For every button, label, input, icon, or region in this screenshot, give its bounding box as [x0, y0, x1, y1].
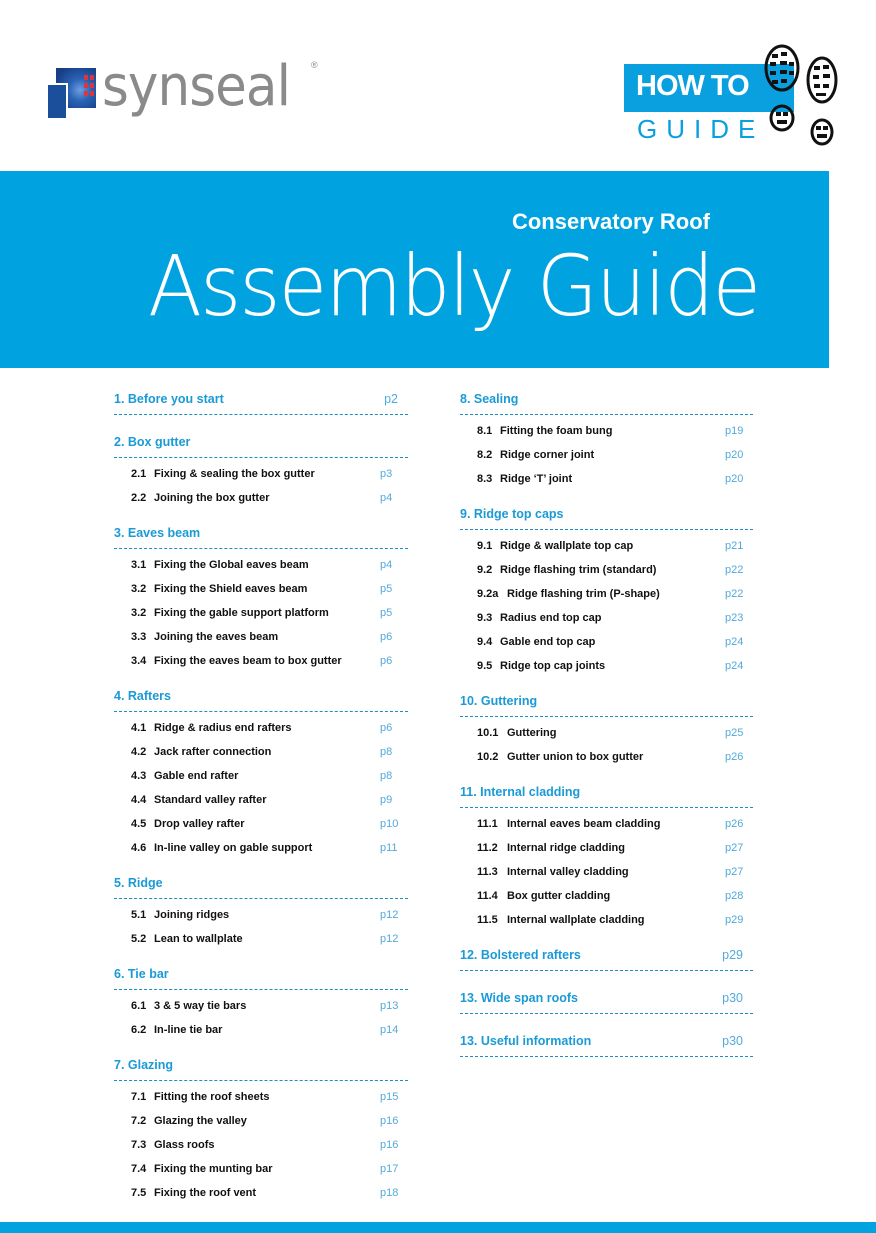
toc-item-number: 4.1	[131, 722, 147, 734]
toc-item-number: 8.1	[477, 425, 493, 437]
toc-item-page: p6	[380, 655, 393, 667]
toc-item[interactable]	[460, 884, 753, 908]
toc-section-page: p2	[384, 392, 398, 406]
toc-item-page: p26	[725, 751, 744, 763]
toc-section-page: p30	[722, 1034, 743, 1048]
registered-mark: ®	[311, 60, 318, 70]
toc-section	[460, 983, 753, 1014]
toc-item-label: Ridge flashing trim (P-shape)	[507, 588, 660, 600]
toc-item-label: Radius end top cap	[500, 612, 602, 624]
toc-item-number: 6.2	[131, 1024, 147, 1036]
toc-item[interactable]	[114, 625, 408, 649]
toc-item[interactable]	[114, 994, 408, 1018]
toc-item-number: 9.2a	[477, 588, 499, 600]
toc-item-page: p12	[380, 909, 399, 921]
toc-item[interactable]	[114, 553, 408, 577]
toc-section	[114, 868, 408, 959]
toc-item[interactable]	[460, 860, 753, 884]
toc-item-page: p15	[380, 1091, 399, 1103]
toc-item-label: Internal valley cladding	[507, 866, 629, 878]
toc-section-title: 4. Rafters	[114, 689, 171, 703]
toc-item-number: 9.3	[477, 612, 493, 624]
toc-item-page: p8	[380, 770, 393, 782]
toc-item-page: p12	[380, 933, 399, 945]
toc-item-label: Internal ridge cladding	[507, 842, 625, 854]
toc-section	[114, 681, 408, 868]
toc-item[interactable]	[460, 630, 753, 654]
toc-item-label: Internal wallplate cladding	[507, 914, 645, 926]
toc-section-title: 2. Box gutter	[114, 435, 191, 449]
toc-section-heading[interactable]	[114, 518, 408, 549]
toc-item-list	[114, 458, 408, 518]
guide-label: GUIDE	[637, 114, 765, 144]
toc-item-number: 3.1	[131, 559, 147, 571]
toc-item-label: Ridge ‘T’ joint	[500, 473, 573, 485]
toc-item-list	[114, 549, 408, 681]
toc-item-number: 11.3	[477, 866, 498, 878]
toc-item-label: Fixing & sealing the box gutter	[154, 468, 315, 480]
toc-item-number: 11.2	[477, 842, 498, 854]
toc-item-number: 4.4	[131, 794, 147, 806]
toc-item-number: 3.2	[131, 583, 147, 595]
toc-section-heading[interactable]	[460, 777, 753, 808]
toc-item[interactable]	[460, 467, 753, 491]
toc-item[interactable]	[460, 721, 753, 745]
toc-item-page: p24	[725, 636, 744, 648]
toc-item[interactable]	[114, 1018, 408, 1042]
toc-section-title: 5. Ridge	[114, 876, 163, 890]
toc-item-page: p6	[380, 631, 393, 643]
toc-item-list	[460, 808, 753, 940]
toc-item[interactable]	[114, 577, 408, 601]
toc-section-page: p29	[722, 948, 743, 962]
toc-item-label: Fixing the gable support platform	[154, 607, 329, 619]
toc-item-page: p6	[380, 722, 393, 734]
toc-item-page: p4	[380, 492, 393, 504]
bootprints-icon	[762, 44, 842, 150]
toc-item-label: Drop valley rafter	[154, 818, 245, 830]
toc-item-label: Glazing the valley	[154, 1115, 247, 1127]
toc-item-page: p27	[725, 866, 744, 878]
toc-section-heading[interactable]	[460, 686, 753, 717]
toc-item-page: p28	[725, 890, 744, 902]
toc-section	[460, 1026, 753, 1057]
toc-item[interactable]	[114, 1181, 408, 1205]
toc-item[interactable]	[460, 654, 753, 678]
toc-item[interactable]	[114, 486, 408, 510]
toc-item-number: 3.4	[131, 655, 147, 667]
toc-item[interactable]	[114, 1157, 408, 1181]
toc-item-label: Internal eaves beam cladding	[507, 818, 661, 830]
toc-item-label: Fixing the Global eaves beam	[154, 559, 309, 571]
toc-item-number: 6.1	[131, 1000, 147, 1012]
toc-item[interactable]	[114, 836, 408, 860]
toc-item-list	[460, 415, 753, 499]
toc-item-number: 3.3	[131, 631, 147, 643]
toc-section	[114, 384, 408, 415]
toc-section-title: 12. Bolstered rafters	[460, 948, 581, 962]
toc-item-number: 8.2	[477, 449, 493, 461]
toc-section	[114, 518, 408, 681]
toc-item-label: 3 & 5 way tie bars	[154, 1000, 247, 1012]
toc-section	[460, 384, 753, 499]
toc-item-label: Fitting the foam bung	[500, 425, 613, 437]
toc-item[interactable]	[114, 1085, 408, 1109]
toc-item-number: 9.2	[477, 564, 493, 576]
toc-item-page: p18	[380, 1187, 399, 1199]
toc-item-list	[460, 530, 753, 686]
toc-item-label: Joining the box gutter	[154, 492, 270, 504]
toc-section-heading[interactable]	[114, 384, 408, 415]
toc-item-page: p25	[725, 727, 744, 739]
toc-item[interactable]	[460, 558, 753, 582]
toc-item-number: 9.4	[477, 636, 493, 648]
toc-item-page: p8	[380, 746, 393, 758]
toc-section-heading[interactable]	[460, 983, 753, 1014]
toc-item-page: p26	[725, 818, 744, 830]
toc-item[interactable]	[460, 812, 753, 836]
toc-item-number: 9.5	[477, 660, 493, 672]
toc-item[interactable]	[114, 1109, 408, 1133]
toc-item[interactable]	[114, 764, 408, 788]
how-to-label: HOW TO	[636, 70, 749, 102]
toc-item-list	[114, 990, 408, 1050]
toc-item[interactable]	[460, 908, 753, 932]
toc-item-number: 4.3	[131, 770, 147, 782]
toc-item-page: p29	[725, 914, 744, 926]
toc-item[interactable]	[114, 812, 408, 836]
toc-item-page: p24	[725, 660, 744, 672]
toc-item-label: Fitting the roof sheets	[154, 1091, 270, 1103]
toc-section-heading[interactable]	[114, 427, 408, 458]
toc-section	[114, 1050, 408, 1213]
toc-item[interactable]	[114, 740, 408, 764]
toc-item-page: p22	[725, 564, 744, 576]
toc-item-label: Fixing the roof vent	[154, 1187, 257, 1199]
toc-section	[460, 777, 753, 940]
toc-item-number: 7.5	[131, 1187, 147, 1199]
toc-item-label: Ridge & radius end rafters	[154, 722, 292, 734]
toc-item-list	[114, 712, 408, 868]
toc-item[interactable]	[460, 443, 753, 467]
toc-item-number: 4.2	[131, 746, 147, 758]
toc-item-page: p5	[380, 583, 393, 595]
toc-item-label: Ridge flashing trim (standard)	[500, 564, 657, 576]
toc-item-page: p20	[725, 473, 744, 485]
toc-item-number: 8.3	[477, 473, 493, 485]
toc-section-title: 10. Guttering	[460, 694, 538, 708]
toc-item-number: 7.1	[131, 1091, 147, 1103]
toc-item-page: p3	[380, 468, 393, 480]
toc-section-page: p30	[722, 991, 743, 1005]
toc-item-number: 10.2	[477, 751, 499, 763]
toc-item[interactable]	[114, 788, 408, 812]
toc-section	[114, 427, 408, 518]
toc-item-list	[114, 1081, 408, 1213]
toc-item-page: p13	[380, 1000, 399, 1012]
toc-item-number: 2.2	[131, 492, 147, 504]
toc-item-number: 10.1	[477, 727, 499, 739]
toc-item-label: Box gutter cladding	[507, 890, 611, 902]
toc-section-heading[interactable]	[460, 384, 753, 415]
toc-item[interactable]	[114, 1133, 408, 1157]
toc-item-page: p16	[380, 1115, 399, 1127]
toc-item-number: 4.5	[131, 818, 147, 830]
toc-item-label: Fixing the eaves beam to box gutter	[154, 655, 342, 667]
toc-item-label: Fixing the munting bar	[154, 1163, 273, 1175]
toc-section-title: 1. Before you start	[114, 392, 224, 406]
toc-item-label: Ridge top cap joints	[500, 660, 606, 672]
banner-title: Assembly Guide	[148, 237, 760, 335]
toc-item-label: Ridge & wallplate top cap	[500, 540, 634, 552]
toc-section	[460, 940, 753, 971]
toc-item[interactable]	[460, 606, 753, 630]
toc-item-page: p16	[380, 1139, 399, 1151]
toc-item-number: 9.1	[477, 540, 493, 552]
toc-item-page: p5	[380, 607, 393, 619]
toc-item-page: p19	[725, 425, 744, 437]
toc-section-heading[interactable]	[460, 499, 753, 530]
toc-item-label: Fixing the Shield eaves beam	[154, 583, 308, 595]
toc-item-page: p21	[725, 540, 744, 552]
toc-section-title: 3. Eaves beam	[114, 526, 201, 540]
toc-item[interactable]	[460, 419, 753, 443]
toc-item-page: p14	[380, 1024, 399, 1036]
toc-item[interactable]	[460, 534, 753, 558]
toc-item-page: p17	[380, 1163, 399, 1175]
toc-section-title: 8. Sealing	[460, 392, 519, 406]
toc-item-label: Ridge corner joint	[500, 449, 595, 461]
toc-section	[460, 686, 753, 777]
toc-item[interactable]	[114, 716, 408, 740]
toc-item-list	[114, 899, 408, 959]
toc-item-label: Lean to wallplate	[154, 933, 243, 945]
toc-item-label: Standard valley rafter	[154, 794, 267, 806]
toc-section-title: 13. Wide span roofs	[460, 991, 578, 1005]
toc-section-title: 6. Tie bar	[114, 967, 169, 981]
title-banner	[0, 171, 829, 368]
toc-section	[460, 499, 753, 686]
toc-section-heading[interactable]	[114, 681, 408, 712]
toc-item-number: 11.5	[477, 914, 498, 926]
toc-item-list	[460, 717, 753, 777]
toc-right-column	[460, 384, 753, 1069]
toc-section-title: 13. Useful information	[460, 1034, 592, 1048]
toc-item-label: Guttering	[507, 727, 557, 739]
toc-item[interactable]	[114, 927, 408, 951]
toc-item-label: In-line tie bar	[154, 1024, 223, 1036]
toc-item-page: p22	[725, 588, 744, 600]
toc-left-column	[114, 384, 408, 1213]
toc-item-label: Joining ridges	[154, 909, 230, 921]
banner-subtitle: Conservatory Roof	[511, 209, 710, 234]
toc-item-page: p10	[380, 818, 399, 830]
brand-name: synseal	[102, 54, 290, 119]
toc-item-label: Gable end rafter	[154, 770, 239, 782]
toc-item-label: Joining the eaves beam	[154, 631, 279, 643]
toc-section-title: 9. Ridge top caps	[460, 507, 564, 521]
toc-section	[114, 959, 408, 1050]
toc-item-label: Glass roofs	[154, 1139, 215, 1151]
toc-item-number: 2.1	[131, 468, 147, 480]
toc-item[interactable]	[114, 601, 408, 625]
toc-item-number: 4.6	[131, 842, 147, 854]
toc-item-label: Gutter union to box gutter	[507, 751, 644, 763]
toc-item[interactable]	[114, 903, 408, 927]
toc-item-number: 11.1	[477, 818, 498, 830]
toc-item-label: In-line valley on gable support	[154, 842, 313, 854]
toc-item-page: p4	[380, 559, 393, 571]
toc-section-title: 7. Glazing	[114, 1058, 174, 1072]
toc-item-number: 7.2	[131, 1115, 147, 1127]
toc-item-number: 7.4	[131, 1163, 147, 1175]
toc-item[interactable]	[460, 582, 753, 606]
toc-item-page: p9	[380, 794, 393, 806]
toc-item-number: 3.2	[131, 607, 147, 619]
toc-item-number: 7.3	[131, 1139, 147, 1151]
toc-section-title: 11. Internal cladding	[460, 785, 581, 799]
toc-section-heading[interactable]	[114, 959, 408, 990]
toc-section-heading[interactable]	[114, 868, 408, 899]
toc-item-number: 5.2	[131, 933, 147, 945]
toc-item-number: 11.4	[477, 890, 498, 902]
toc-item-number: 5.1	[131, 909, 147, 921]
toc-item[interactable]	[460, 836, 753, 860]
toc-section-heading[interactable]	[114, 1050, 408, 1081]
toc-item-page: p11	[380, 842, 398, 854]
synseal-logo-mark-icon	[48, 68, 96, 116]
toc-item-page: p27	[725, 842, 744, 854]
toc-item[interactable]	[460, 745, 753, 769]
toc-item[interactable]	[114, 649, 408, 673]
footer-bar	[0, 1222, 876, 1233]
toc-item-page: p23	[725, 612, 744, 624]
toc-item-label: Gable end top cap	[500, 636, 596, 648]
toc-item-page: p20	[725, 449, 744, 461]
toc-section-heading[interactable]	[460, 1026, 753, 1057]
toc-item-label: Jack rafter connection	[154, 746, 272, 758]
toc-section-heading[interactable]	[460, 940, 753, 971]
toc-item[interactable]	[114, 462, 408, 486]
